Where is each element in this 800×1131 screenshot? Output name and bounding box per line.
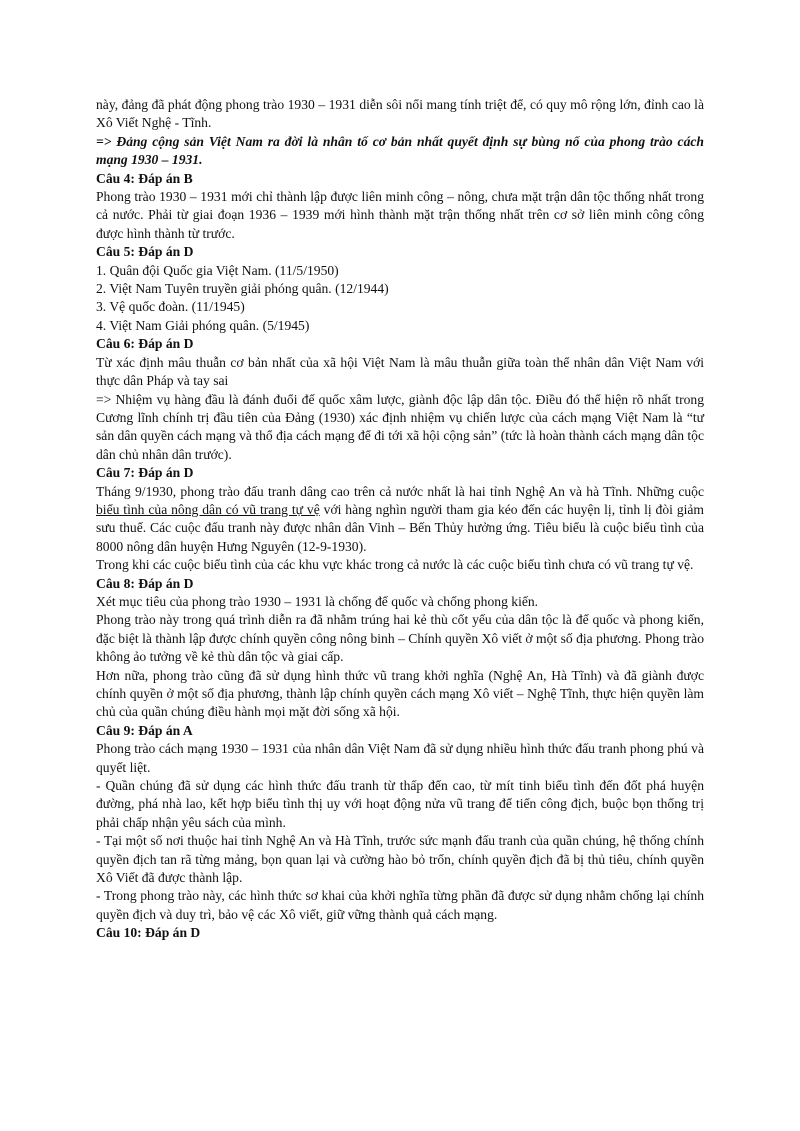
q8-heading: Câu 8: Đáp án D (96, 575, 194, 591)
q6-heading: Câu 6: Đáp án D (96, 336, 194, 352)
q5-heading: Câu 5: Đáp án D (96, 244, 194, 260)
q5-list-item: 2. Việt Nam Tuyên truyền giải phóng quân. (12/1944) (96, 281, 389, 297)
q9-paragraph: - Quần chúng đã sử dụng các hình thức đấu tranh từ thấp đến cao, từ mít tinh biểu tình đến đốt phá huyện đường, phá nhà lao, kết hợp biểu tình thị uy với hoạt động nửa vũ trang để tiến công địch, buộc bọn thống trị phải chấp nhận yêu sách của mình. (96, 778, 704, 830)
q7-heading: Câu 7: Đáp án D (96, 465, 194, 481)
q9-paragraph: - Tại một số nơi thuộc hai tỉnh Nghệ An và Hà Tĩnh, trước sức mạnh đấu tranh của quần chúng, hệ thống chính quyền địch tan rã từng mảng, bọn quan lại và cường hào bỏ trốn, chính quyền địch đã bị thủ tiêu, chính quyền Xô Viết đã được thành lập. (96, 833, 704, 886)
q5-list-item: 4. Việt Nam Giải phóng quân. (5/1945) (96, 317, 310, 333)
q7-paragraph: Trong khi các cuộc biểu tình của các khu vực khác trong cả nước là các cuộc biểu tình chưa có vũ trang tự vệ. (96, 557, 694, 573)
q9-paragraph: Phong trào cách mạng 1930 – 1931 của nhân dân Việt Nam đã sử dụng nhiều hình thức đấu tranh phong phú và quyết liệt. (96, 741, 704, 775)
document-page (96, 96, 704, 943)
q7-text: Tháng 9/1930, phong trào đấu tranh dâng cao trên cả nước nhất là hai tỉnh Nghệ An và hà Tĩnh. Những cuộc (96, 483, 704, 499)
q9-heading: Câu 9: Đáp án A (96, 722, 193, 738)
q7-paragraph (96, 483, 704, 557)
q8-paragraph: Xét mục tiêu của phong trào 1930 – 1931 là chống đế quốc và chống phong kiến. (96, 593, 539, 609)
q7-underlined-text: biểu tình của nông dân có vũ trang tự vệ (96, 501, 320, 517)
q6-paragraph: Từ xác định mâu thuẫn cơ bản nhất của xã hội Việt Nam là mâu thuẫn giữa toàn thể nhân dân Việt Nam với thực dân Pháp và tay sai (96, 354, 704, 389)
q7-text: với hàng nghìn người tham gia kéo đến các huyện lị, tỉnh lị đòi giảm sưu thuế. Các cuộc đấu tranh này được nhân dân Vinh – Bến Thủy hưởng ứng. Tiêu biểu là cuộc biểu tình của 8000 nông dân huyện Hưng Nguyên (12-9-1930). (96, 501, 704, 554)
q8-paragraph: Phong trào này trong quá trình diễn ra đã nhằm trúng hai kẻ thù cốt yếu của dân tộc là đế quốc và phong kiến, đặc biệt là thành lập được chính quyền công nông binh – Chính quyền Xô viết ở một số địa phương. Phong trào không ảo tưởng về kẻ thù dân tộc và giai cấp. (96, 612, 704, 665)
q5-list-item: 1. Quân đội Quốc gia Việt Nam. (11/5/1950) (96, 262, 339, 278)
q5-list-item: 3. Vệ quốc đoàn. (11/1945) (96, 299, 245, 315)
q6-paragraph: => Nhiệm vụ hàng đầu là đánh đuổi đế quốc xâm lược, giành độc lập dân tộc. Điều đó thể hiện rõ nhất trong Cương lĩnh chính trị đầu tiên của Đảng (1930) xác định nhiệm vụ chiến lược của cách mạng Việt Nam là “tư sản dân quyền cách mạng và thổ địa cách mạng để đi tới xã hội cộng sản” (tức là hoàn thành cách mạng dân tộc dân chủ nhân dân trước). (96, 391, 704, 462)
q10-heading: Câu 10: Đáp án D (96, 925, 201, 941)
intro-paragraph: này, đảng đã phát động phong trào 1930 – 1931 diễn sôi nổi mang tính triệt để, có quy mô rộng lớn, đỉnh cao là Xô Viết Nghệ - Tĩnh. (96, 97, 704, 131)
intro-conclusion: => Đảng cộng sản Việt Nam ra đời là nhân tố cơ bản nhất quyết định sự bùng nổ của phong trào cách mạng 1930 – 1931. (96, 133, 704, 168)
q8-paragraph: Hơn nữa, phong trào cũng đã sử dụng hình thức vũ trang khởi nghĩa (Nghệ An, Hà Tĩnh) và đã giành được chính quyền ở một số địa phương, thành lập chính quyền cách mạng Xô viết – Nghệ Tĩnh, thực hiện quyền làm chủ của quần chúng điều hành mọi mặt đời sống xã hội. (96, 667, 704, 720)
q4-heading: Câu 4: Đáp án B (96, 170, 193, 186)
q4-paragraph: Phong trào 1930 – 1931 mới chỉ thành lập được liên minh công – nông, chưa mặt trận dân tộc thống nhất trong cả nước. Phải từ giai đoạn 1936 – 1939 mới hình thành mặt trận thống nhất trên cơ sở liên minh công công được hình thành từ trước. (96, 189, 704, 241)
q9-paragraph: - Trong phong trào này, các hình thức sơ khai của khởi nghĩa từng phần đã được sử dụng nhằm chống lại chính quyền địch và duy trì, bảo vệ các Xô viết, giữ vững thành quả cách mạng. (96, 888, 704, 922)
